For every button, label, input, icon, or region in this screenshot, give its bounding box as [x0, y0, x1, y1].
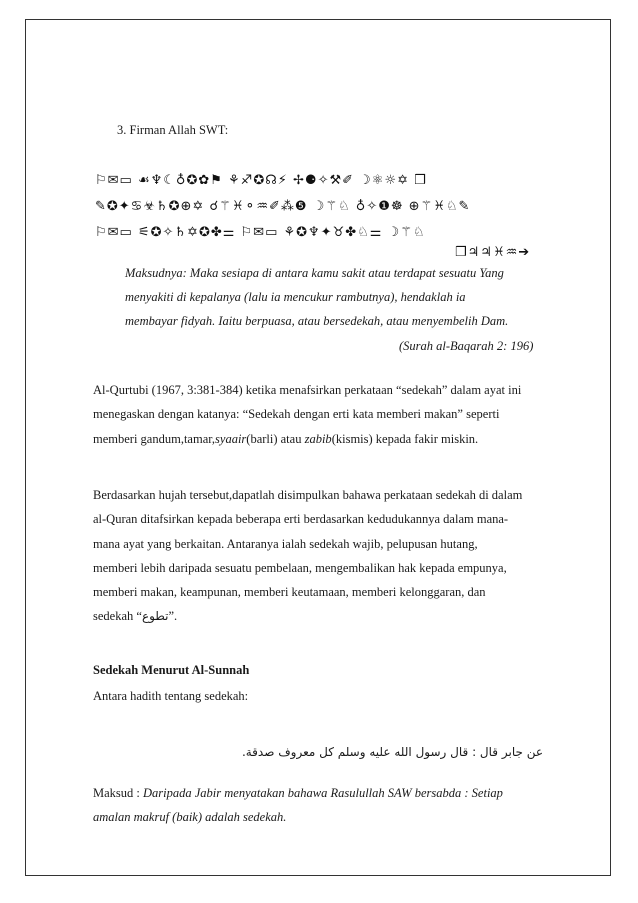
- hadith-translation-line: amalan makruf (baik) adalah sedekah.: [93, 810, 287, 824]
- text-run: sedekah “: [93, 609, 142, 623]
- hadith-translation-line: [93, 786, 503, 801]
- quran-translation-line: membayar fidyah. Iaitu berpuasa, atau bersedekah, atau menyembelih Dam.: [125, 314, 509, 328]
- arabic-glyph-line: ✎✪✦♋☣♄✪⊕✡ ☌⚚♓⚬♒✐⁂❺ ☽⚚♘ ♁✧❶☸ ⊕⚚♓♘✎: [95, 199, 471, 214]
- firman-heading: 3. Firman Allah SWT:: [117, 123, 229, 137]
- paragraph-line: Berdasarkan hujah tersebut,dapatlah disimpulkan bahawa perkataan sedekah di dalam: [93, 488, 523, 502]
- arabic-glyph-line: ⚐✉▭ ☙♆☾♁✪✿⚑ ⚘♐✪☊⚡ ✢⚈✧⚒✐ ☽⚛☼✡ ❒: [95, 173, 427, 188]
- paragraph-line: [93, 609, 177, 624]
- paragraph-line: al-Quran ditafsirkan kepada beberapa erti berdasarkan kedudukannya dalam mana-: [93, 512, 509, 526]
- section-heading: Sedekah Menurut Al-Sunnah: [93, 663, 250, 677]
- italic-term-zabib: zabib: [304, 432, 332, 446]
- arabic-glyph-line: ⚐✉▭ ⚟✪✧♄✡✪✤⚌ ⚐✉▭ ⚘✪♆✦♉✤♘⚌ ☽⚚♘: [95, 225, 426, 240]
- paragraph-line: mana ayat yang berkaitan. Antaranya ialah sedekah wajib, pelupusan hutang,: [93, 537, 478, 551]
- arabic-word: تطوع: [141, 609, 169, 623]
- text-run: memberi gandum,tamar,: [93, 432, 216, 446]
- text-run: Daripada Jabir menyatakan bahawa Rasulullah SAW bersabda : Setiap: [143, 786, 503, 800]
- arabic-glyph-line: ❒♃♃♓♒➔: [455, 245, 531, 260]
- text-run: (barli) atau: [246, 432, 305, 446]
- quran-reference: (Surah al-Baqarah 2: 196): [399, 339, 534, 353]
- hadith-arabic: عن جابر قال : قال رسول الله عليه وسلم كل معروف صدقة.: [241, 745, 543, 759]
- quran-translation-line: menyakiti di kepalanya (lalu ia mencukur rambutnya), hendaklah ia: [125, 290, 466, 304]
- paragraph-line: memberi makan, keampunan, memberi keutamaan, memberi kelonggaran, dan: [93, 585, 486, 599]
- paragraph-line: menegaskan dengan katanya: “Sedekah dengan erti kata memberi makan” seperti: [93, 407, 500, 421]
- paragraph-line: Al-Qurtubi (1967, 3:381-384) ketika menafsirkan perkataan “sedekah” dalam ayat ini: [93, 383, 522, 397]
- paragraph-line: [93, 432, 478, 447]
- italic-term-syaair: syaair: [215, 432, 247, 446]
- text-run: ”.: [168, 609, 178, 623]
- text-run: (kismis) kepada fakir miskin.: [331, 432, 479, 446]
- hadith-intro: Antara hadith tentang sedekah:: [93, 689, 249, 703]
- hadith-translation-label: Maksud :: [93, 786, 143, 800]
- paragraph-line: memberi lebih daripada sesuatu pembelaan, mengembalikan hak kepada empunya,: [93, 561, 507, 575]
- quran-translation-line: Maksudnya: Maka sesiapa di antara kamu sakit atau terdapat sesuatu Yang: [125, 266, 504, 280]
